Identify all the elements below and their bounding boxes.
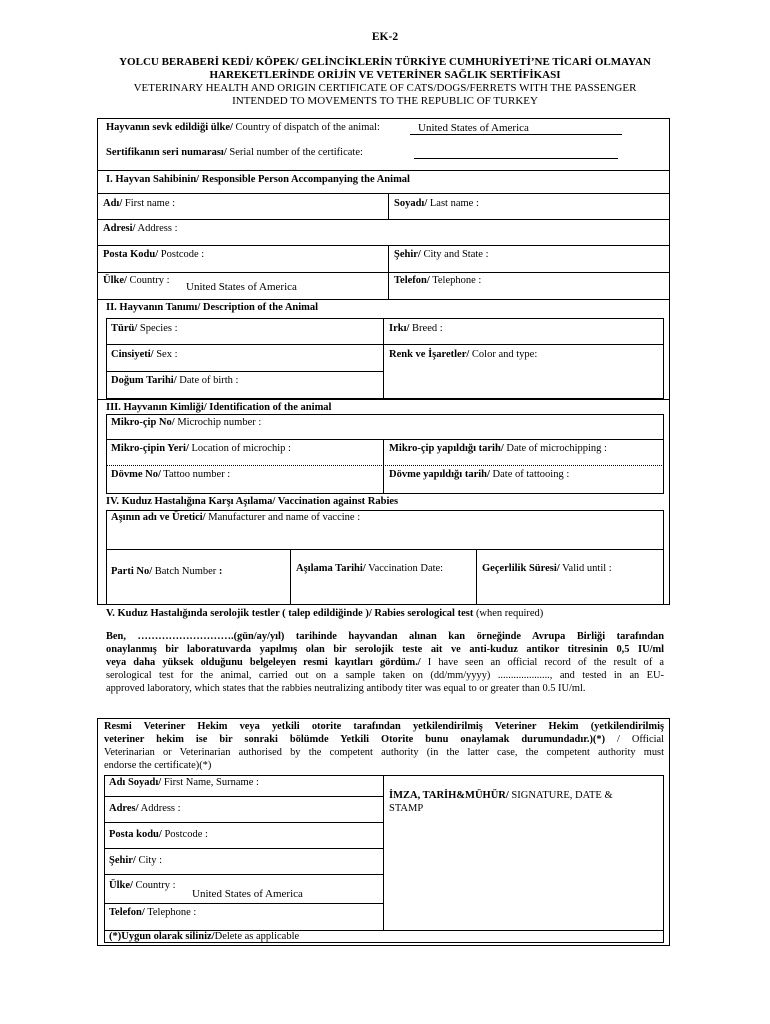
signature-label[interactable]: İMZA, TARİH&MÜHÜR/ SIGNATURE, DATE &	[389, 790, 613, 801]
divider	[104, 903, 383, 904]
divider	[97, 299, 670, 300]
batch-number-label[interactable]: Parti No/ Batch Number :	[111, 566, 223, 577]
divider	[104, 822, 383, 823]
vet-city-label[interactable]: Şehir/ City :	[109, 855, 163, 866]
tattoo-date-label[interactable]: Dövme yapıldığı tarih/ Date of tattooing :	[389, 469, 570, 480]
title-tr-line1: YOLCU BERABERİ KEDİ/ KÖPEK/ GELİNCİKLERİN TÜRKİYE CUMHURİYETİ’NE TİCARİ OLMAYAN	[119, 56, 651, 68]
divider	[97, 170, 670, 171]
vaccine-manufacturer-label[interactable]: Aşının adı ve Üretici/ Manufacturer and name of vaccine :	[111, 512, 361, 523]
dispatch-country-line	[410, 134, 622, 135]
divider	[290, 549, 291, 605]
dispatch-country-label: Hayvanın sevk edildiği ülke/ Country of dispatch of the animal:	[106, 122, 380, 133]
serology-line1: Ben, ……………………….(gün/ay/yıl) tarihinde hayvandan alınan kan örneğinde Avrupa Birliği tarafından	[106, 631, 664, 642]
owner-phone-label[interactable]: Telefon/ Telephone :	[394, 275, 482, 286]
vaccination-table	[106, 510, 664, 605]
animal-description-table	[106, 318, 664, 399]
owner-address-label[interactable]: Adresi/ Address :	[103, 223, 178, 234]
breed-label[interactable]: Irkı/ Breed :	[389, 323, 443, 334]
signature-label-2: STAMP	[389, 803, 424, 814]
microchip-number-label[interactable]: Mikro-çip No/ Microchip number :	[111, 417, 262, 428]
serology-line5: approved laboratory, which states that the rabbies neutralizing antibody titer was equal to or greater than 0.5 IU/ml.	[106, 683, 586, 694]
vet-country-label: Ülke/ Country :	[109, 880, 176, 891]
divider	[106, 344, 664, 345]
divider	[97, 245, 670, 246]
form-code: EK-2	[371, 31, 399, 43]
divider	[106, 465, 664, 466]
divider	[97, 399, 670, 400]
vet-address-label[interactable]: Adres/ Address :	[109, 803, 181, 814]
owner-country-value[interactable]: United States of America	[186, 281, 297, 293]
vet-postcode-label[interactable]: Posta kodu/ Postcode :	[109, 829, 208, 840]
vet-name-label[interactable]: Adı Soyadı/ First Name, Surname :	[109, 777, 259, 788]
serology-line2: onaylanmış bir laboratuvarda yapılmış olan bir serolojik teste ait ve anti-kuduz antikor titresinin 0,5 IU/ml	[106, 644, 664, 655]
divider	[106, 439, 664, 440]
color-label[interactable]: Renk ve İşaretler/ Color and type:	[389, 349, 538, 360]
vet-intro-line3: Veterinarian or Veterinarian authorised by the competent authority (in the latter case, the competent authority must	[104, 747, 664, 758]
tattoo-number-label[interactable]: Dövme No/ Tattoo number :	[111, 469, 231, 480]
footnote: (*)Uygun olarak siliniz/Delete as applicable	[109, 931, 300, 942]
divider	[104, 874, 383, 875]
divider	[97, 272, 670, 273]
owner-city-label[interactable]: Şehir/ City and State :	[394, 249, 489, 260]
title-tr-line2: HAREKETLERİNDE ORİJİN VE VETERİNER SAĞLIK SERTİFİKASI	[209, 69, 561, 81]
divider	[97, 219, 670, 220]
divider	[106, 371, 383, 372]
divider	[388, 245, 389, 272]
divider	[476, 549, 477, 605]
divider	[97, 193, 670, 194]
section5-title: V. Kuduz Hastalığında serolojik testler ( talep edildiğinde )/ Rabies serological test (when required)	[106, 608, 544, 619]
divider	[383, 439, 384, 494]
title-en-line1: VETERINARY HEALTH AND ORIGIN CERTIFICATE OF CATS/DOGS/FERRETS WITH THE PASSENGER	[133, 82, 637, 94]
valid-until-label[interactable]: Geçerlilik Süresi/ Valid until :	[482, 563, 612, 574]
serology-line3: veya daha yüksek olduğunu belgeleyen resmi kayıtları gördüm./ I have seen an official record of the result of a	[106, 657, 665, 668]
sex-label[interactable]: Cinsiyeti/ Sex :	[111, 349, 178, 360]
owner-country-label: Ülke/ Country :	[103, 275, 170, 286]
serial-number-label: Sertifikanın seri numarası/ Serial number of the certificate:	[106, 147, 363, 158]
vet-country-value[interactable]: United States of America	[192, 888, 303, 900]
divider	[106, 549, 664, 550]
dispatch-country-value[interactable]: United States of America	[418, 122, 529, 134]
microchip-date-label[interactable]: Mikro-çip yapıldığı tarih/ Date of microchipping :	[389, 443, 607, 454]
divider	[383, 318, 384, 399]
microchip-location-label[interactable]: Mikro-çipin Yeri/ Location of microchip :	[111, 443, 291, 454]
vet-intro-line4: endorse the certificate)(*)	[104, 760, 212, 771]
vet-phone-label[interactable]: Telefon/ Telephone :	[109, 907, 197, 918]
date-of-birth-label[interactable]: Doğum Tarihi/ Date of birth :	[111, 375, 239, 386]
serology-line4: serological test for the animal, carried out on a sample taken on (dd/mm/yyyy) ...................., and tested in an EU-	[106, 670, 664, 681]
divider	[383, 775, 384, 930]
section3-title: III. Hayvanın Kimliği/ Identification of the animal	[106, 402, 332, 413]
section4-title: IV. Kuduz Hastalığına Karşı Aşılama/ Vaccination against Rabies	[106, 496, 399, 507]
owner-first-name-label[interactable]: Adı/ First name :	[103, 198, 176, 209]
section2-title: II. Hayvanın Tanımı/ Description of the Animal	[106, 302, 319, 313]
divider	[388, 272, 389, 299]
serial-number-field[interactable]	[414, 158, 618, 159]
divider	[104, 848, 383, 849]
vaccination-date-label[interactable]: Aşılama Tarihi/ Vaccination Date:	[296, 563, 444, 574]
owner-postcode-label[interactable]: Posta Kodu/ Postcode :	[103, 249, 205, 260]
owner-last-name-label[interactable]: Soyadı/ Last name :	[394, 198, 479, 209]
section1-title: I. Hayvan Sahibinin/ Responsible Person Accompanying the Animal	[106, 174, 410, 185]
species-label[interactable]: Türü/ Species :	[111, 323, 178, 334]
title-en-line2: INTENDED TO MOVEMENTS TO THE REPUBLIC OF TURKEY	[232, 95, 538, 107]
divider	[104, 796, 383, 797]
vet-intro-line1: Resmi Veteriner Hekim veya yetkili otorite tarafından yetkilendirilmiş Veteriner Hekim (yetkilendirilmiş	[104, 721, 664, 732]
divider	[388, 193, 389, 219]
vet-intro-line2: veteriner hekim ise bir sonraki bölümde Yetkili Otorite bunu onaylamak durumundadır.)(*) / Official	[104, 734, 664, 745]
